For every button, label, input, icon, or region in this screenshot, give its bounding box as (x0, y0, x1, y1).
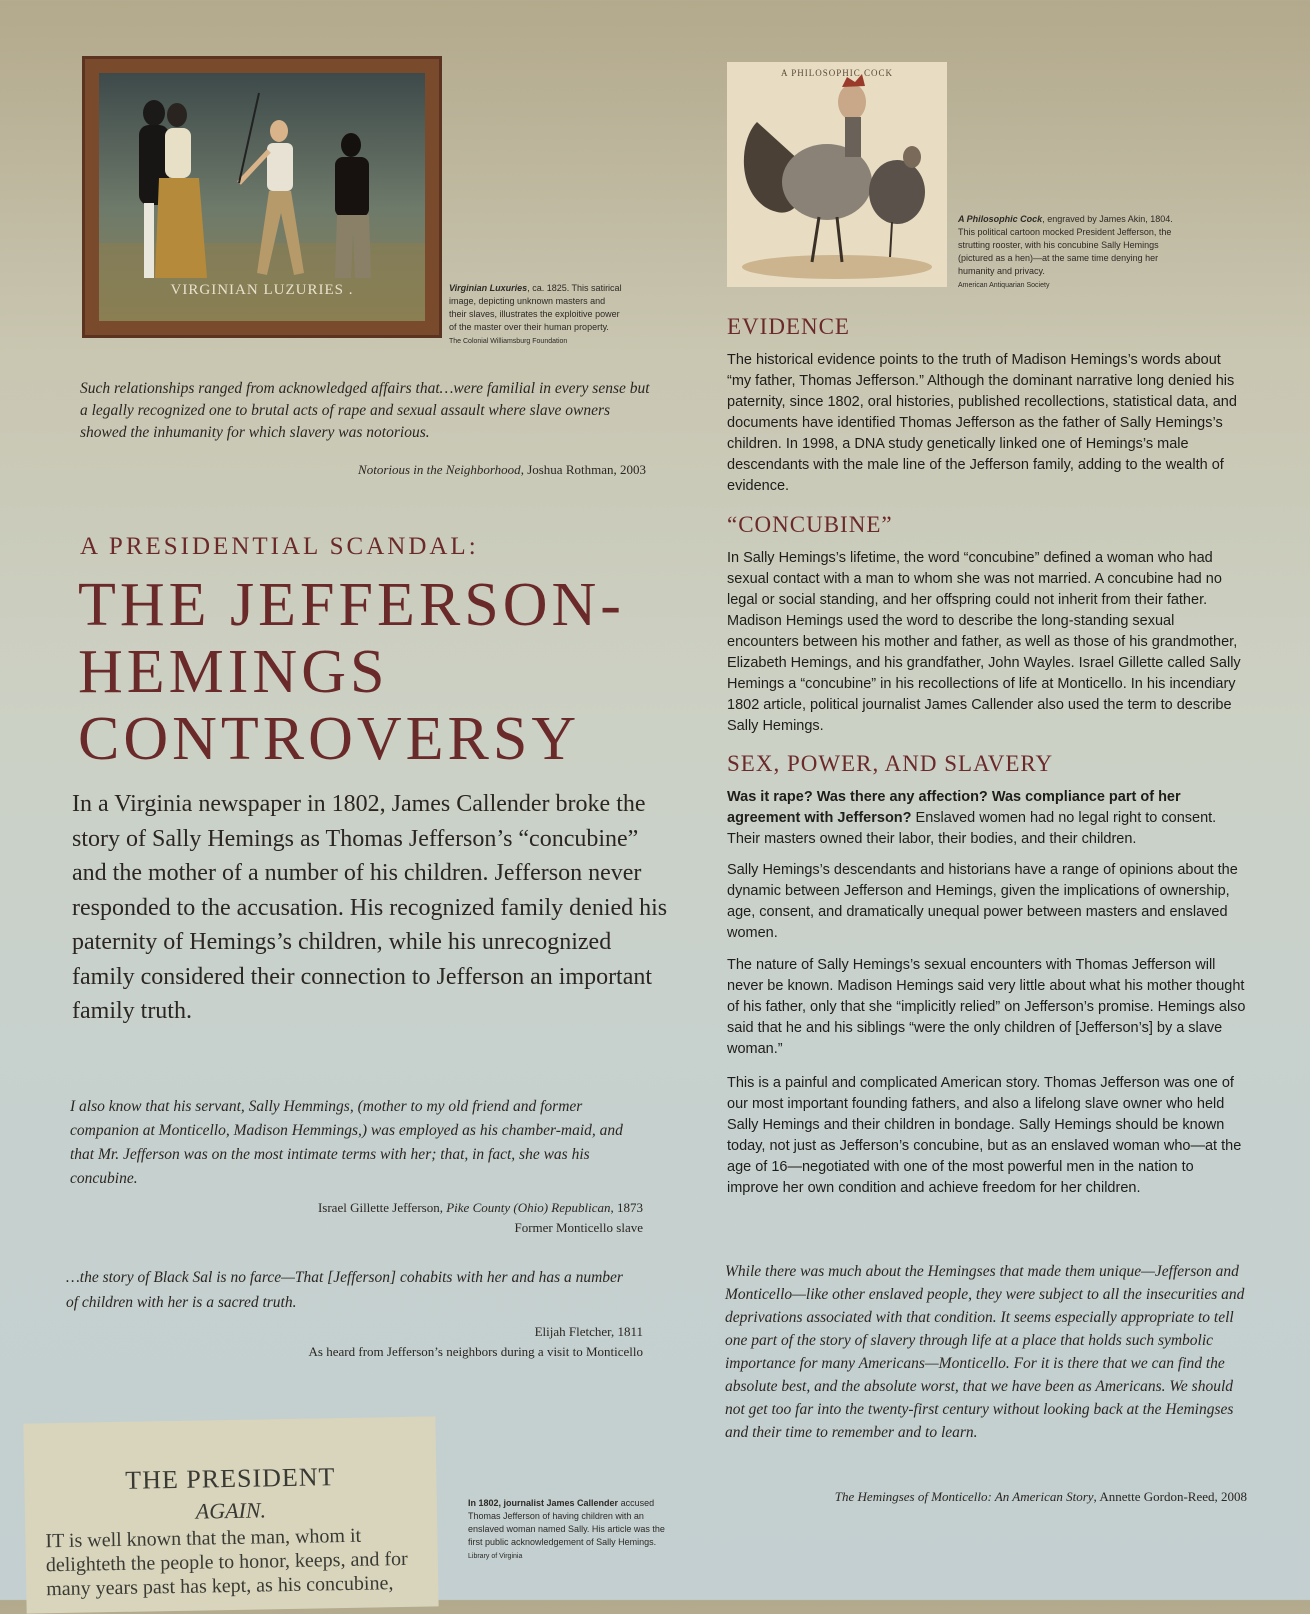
sex-power-p1-rest: Enslaved women had no legal right to consent. Their masters owned their labor, their bodies, and their children. (727, 810, 1217, 847)
newspaper-caption-text: accused Thomas Jefferson of having children with an enslaved woman named Sally. His article was the first public acknowledgement of Sally Hemings. (468, 1498, 665, 1547)
cock-caption-title: A Philosophic Cock (958, 214, 1043, 224)
page-title (78, 572, 625, 773)
rothman-attribution (300, 460, 646, 480)
rothman-quote: Such relationships ranged from acknowledged affairs that…were familial in every sense but a legally recognized one to brutal acts of rape and sexual assault where slave owners showed the inhumanity for which slavery was notorious. (80, 380, 650, 441)
newspaper-caption-source: Library of Virginia (468, 1553, 523, 1560)
gillette-name: Israel Gillette Jefferson, (317, 1200, 447, 1215)
gordon-reed-source-rest: , Annette Gordon-Reed, 2008 (1093, 1489, 1247, 1504)
fletcher-context: As heard from Jefferson’s neighbors during a visit to Monticello (308, 1344, 643, 1359)
evidence-body: The historical evidence points to the truth of Madison Hemings’s words about “my father, Thomas Jefferson.” Although the dominant narrative long denied his paternity, since 1802, oral histories, published recollections, statistical data, and documents have identified Thomas Jefferson as the father of Sally Hemings’s children. In 1998, a DNA study genetically linked one of Hemings’s male descendants with the male line of the Jefferson family, adding to the wealth of evidence. (727, 352, 1237, 494)
sex-power-heading: SEX, POWER, AND SLAVERY (727, 751, 1054, 776)
newspaper-caption-title: In 1802, journalist James Callender (468, 1498, 619, 1508)
newspaper-subhead: AGAIN. (195, 1497, 267, 1524)
fletcher-quote: …the story of Black Sal is no farce—That [Jefferson] cohabits with her and has a number of children with her is a sacred truth. (66, 1269, 623, 1311)
fletcher-attribution (200, 1322, 643, 1362)
concubine-heading: “CONCUBINE” (727, 512, 893, 537)
gordon-reed-attribution (760, 1487, 1247, 1507)
newspaper-clipping (23, 1416, 438, 1613)
concubine-body: In Sally Hemings’s lifetime, the word “concubine” defined a woman who had sexual contact with a man to whom she was not married. A concubine had no legal or social standing, and her offspring could not inherit from their father. Madison Hemings used the word to describe the long-standing sexual encounters between his mother and father, as well as those of his grandmother, Elizabeth Hemings, and his grandfather, John Wayles. Israel Gillette called Sally Hemings a “concubine” in his recollections of life at Monticello. In his incendiary 1802 article, political journalist James Callender also used the term to describe Sally Hemings. (727, 550, 1241, 734)
virginian-luxuries-painting (82, 56, 442, 338)
philosophic-cock-caption (958, 213, 1190, 292)
caption-text: , ca. 1825. This satirical image, depicting unknown masters and their slaves, illustrates the exploitive power of the master over their human property. (449, 283, 622, 332)
engraving-title: A PHILOSOPHIC COCK (780, 68, 894, 78)
newspaper-headline: THE PRESIDENT (125, 1462, 336, 1495)
caption-title: Virginian Luxuries (449, 283, 528, 293)
sex-power-p3: The nature of Sally Hemings’s sexual encounters with Thomas Jefferson will never be known. Madison Hemings said very little about what his mother thought of his father, only that she “implicitly relied” on Jefferson’s promise. Hemings also said that he and his siblings “were the only children of [Jefferson’s] by a slave woman.” (727, 957, 1246, 1057)
gordon-reed-source-title: The Hemingses of Monticello: An American Story (834, 1489, 1094, 1504)
fletcher-name: Elijah Fletcher, 1811 (534, 1324, 643, 1339)
rooster-illustration (727, 62, 947, 287)
title-line-3: CONTROVERSY (78, 705, 581, 773)
cock-caption-source: American Antiquarian Society (958, 282, 1050, 289)
sex-power-p4: This is a painful and complicated American story. Thomas Jefferson was one of our most important founding fathers, and also a lifelong slave owner who held Sally Hemings and their children in bondage. Sally Hemings should be known today, not just as Jefferson’s concubine, but as an enslaved woman who—at the age of 16—negotiated with one of the most powerful men in the nation to improve her own condition and achieve freedom for her children. (727, 1075, 1242, 1196)
caption-source: The Colonial Williamsburg Foundation (449, 338, 568, 345)
philosophic-cock-engraving (727, 62, 947, 287)
gillette-publication: Pike County (Ohio) Republican (446, 1200, 611, 1215)
evidence-heading: EVIDENCE (727, 314, 850, 339)
sex-power-p1 (727, 787, 1247, 850)
gillette-quote: I also know that his servant, Sally Hemmings, (mother to my old friend and former companion at Monticello, Madison Hemmings,) was employed as his chamber-maid, and that Mr. Jefferson was on the most intimate terms with her; that, in fact, she was his concubine. (70, 1098, 623, 1187)
rothman-source-rest: , Joshua Rothman, 2003 (520, 462, 646, 477)
gillette-role: Former Monticello slave (514, 1220, 643, 1235)
sex-power-p2: Sally Hemings’s descendants and historians have a range of opinions about the dynamic between Jefferson and Hemings, given the implications of ownership, age, consent, and dramatically unequal power between masters and enslaved women. (727, 862, 1238, 941)
gordon-reed-quote: While there was much about the Hemingses that made them unique—Jefferson and Monticello—like other enslaved people, they were subject to all the insecurities and deprivations associated with that condition. It seems especially appropriate to tell one part of the story of slavery through life at a place that holds such symbolic importance for many Americans—Monticello. For it is there that we can find the absolute best, and the absolute worst, that we have been as Americans. We should not get too far into the twenty-first century without looking back at the Hemingses and their time to remember and to learn. (725, 1263, 1245, 1441)
eyebrow-heading: A PRESIDENTIAL SCANDAL: (80, 533, 479, 560)
gillette-year: , 1873 (610, 1200, 643, 1215)
gillette-attribution (240, 1198, 643, 1238)
painting-inscription: VIRGINIAN LUZURIES . (170, 282, 354, 298)
intro-paragraph: In a Virginia newspaper in 1802, James Callender broke the story of Sally Hemings as Thomas Jefferson’s “concubine” and the mother of a number of his children. Jefferson never responded to the accusation. His recognized family denied his paternity of Hemings’s children, while his unrecognized family considered their connection to Jefferson an important family truth. (72, 791, 668, 1024)
sex-power-questions: Was it rape? Was there any affection? Was compliance part of her agreement with Jefferson? (727, 789, 1181, 826)
cock-caption-text: , engraved by James Akin, 1804. This political cartoon mocked President Jefferson, the strutting rooster, with his concubine Sally Hemings (pictured as a hen)—at the same time denying her humanity and privacy. (958, 214, 1173, 276)
virginian-luxuries-caption (449, 282, 624, 348)
title-line-2: HEMINGS (78, 638, 389, 706)
rothman-source-title: Notorious in the Neighborhood (358, 462, 521, 477)
newspaper-caption (468, 1497, 668, 1563)
newspaper-text: IT is well known that the man, whom it delighteth the people to honor, keeps, and for many years past has kept, as his concubine, (45, 1524, 408, 1601)
title-line-1: THE JEFFERSON- (78, 571, 625, 639)
